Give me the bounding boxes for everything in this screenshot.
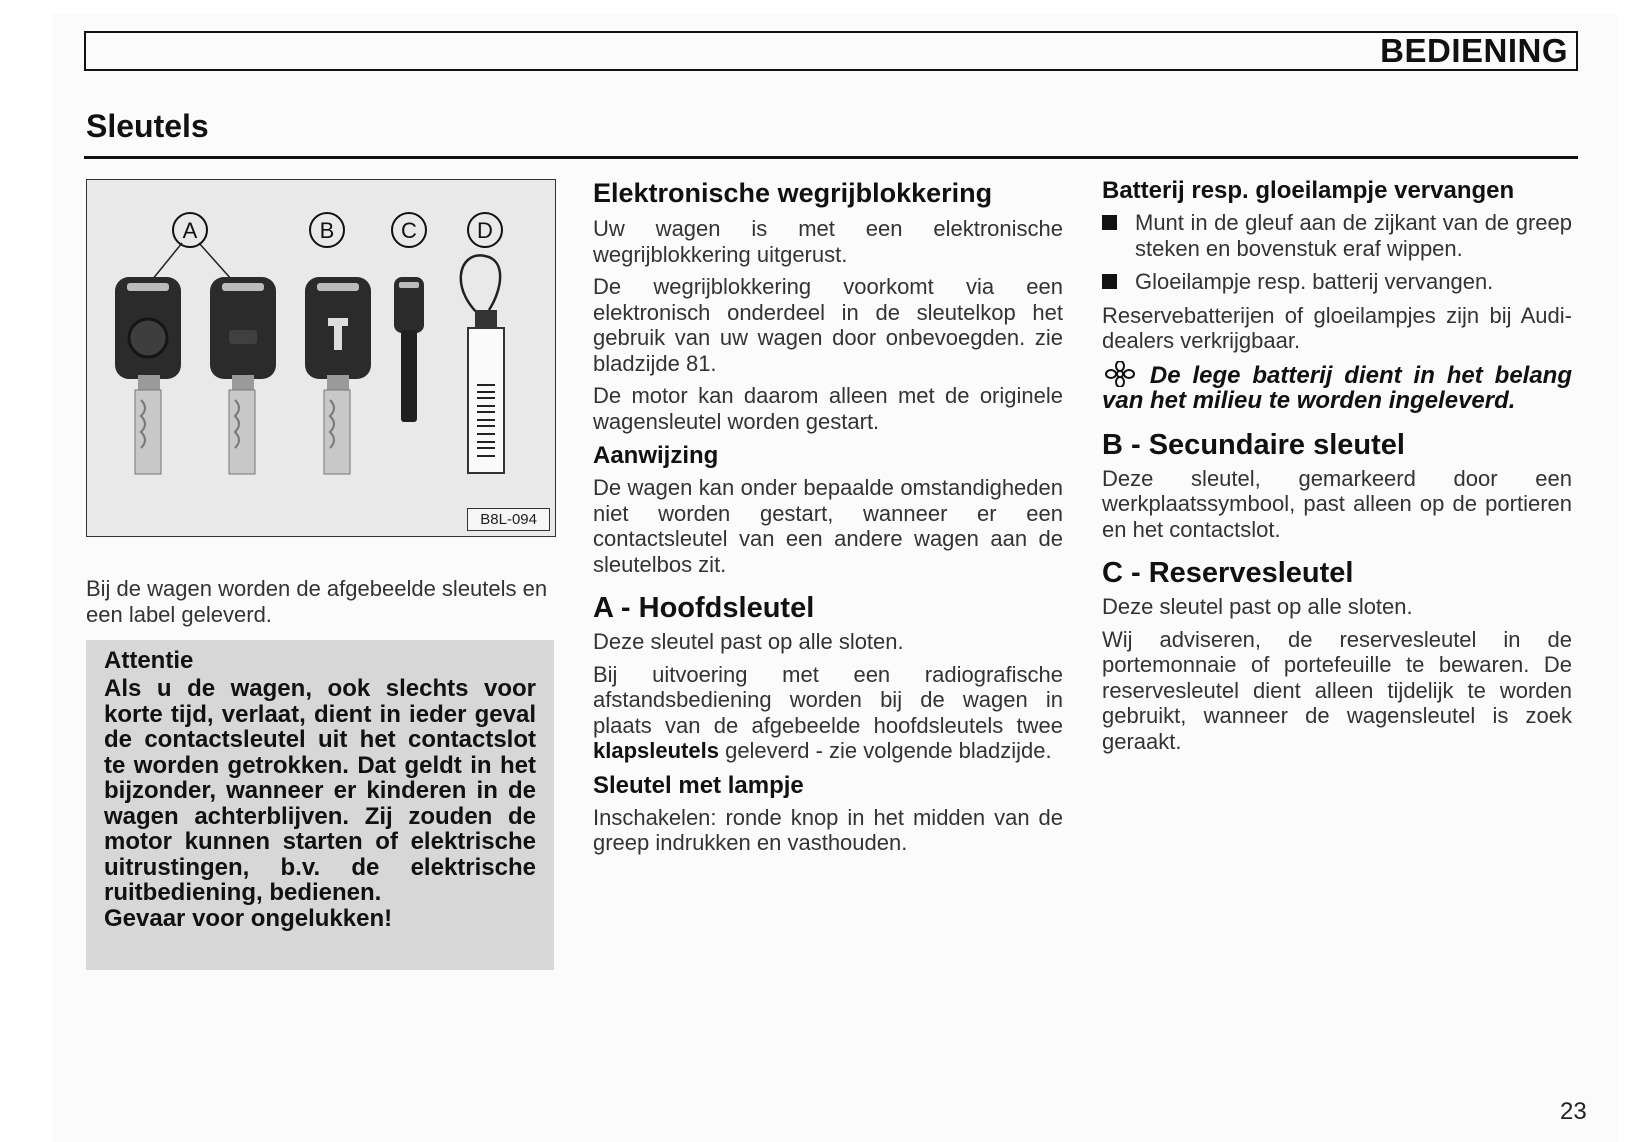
header-bar: [84, 31, 1578, 71]
key-b-secondary: [305, 277, 371, 474]
immobilizer-p2: De wegrijblokkering voorkomt via een elektronisch onderdeel in de sleutelkop het gebruik van uw wagen door onbevoegden. zie bladzijde 81.: [593, 274, 1063, 376]
immobilizer-heading: Elektronische wegrijblokkering: [593, 178, 993, 208]
folding-keys-term: klapsleutels: [593, 738, 719, 763]
label-c: C: [401, 218, 417, 243]
bullet-text-2: Gloeilampje resp. batterij vervangen.: [1135, 269, 1494, 294]
warning-title: Attentie: [104, 647, 194, 674]
main-key-heading: A - Hoofdsleutel: [593, 592, 815, 624]
note-text: De wagen kan onder bepaalde omstandigheden niet worden gestart, wanneer er een contactsleutel van een andere wagen aan de sleutelbos zit.: [593, 475, 1063, 577]
key-c-reserve: [394, 277, 424, 422]
bullet-item-1: [1102, 210, 1572, 261]
secondary-key-heading: B - Secundaire sleutel: [1102, 428, 1405, 461]
label-a-circle: [173, 213, 207, 247]
label-b: B: [319, 218, 335, 243]
label-b-circle: [310, 213, 344, 247]
spare-batteries-text: Reservebatterijen of gloeilampjes zijn bij Audi-dealers verkrijgbaar.: [1102, 302, 1572, 353]
label-c-circle: [392, 213, 426, 247]
intro-text: Bij de wagen worden de afgebeelde sleutels en een label geleverd.: [86, 576, 548, 627]
label-a: A: [182, 218, 198, 243]
lamp-key-text: Inschakelen: ronde knop in het midden van de greep indrukken en vasthouden.: [593, 804, 1063, 855]
immobilizer-p1: Uw wagen is met een elektronische wegrijblokkering uitgerust.: [593, 216, 1063, 267]
environment-note: [1102, 361, 1572, 414]
keys-figure: [86, 179, 556, 537]
warning-body: Als u de wagen, ook slechts voor korte tijd, verlaat, dient in ieder geval de contactsleutel uit het contactslot te worden getrokken. Dat geldt in het bijzonder, wanneer er kinderen in de wagen achterblijven. Zij zouden de motor kunnen starten of elektrische uitrustingen, b.v. de elektrische ruitbediening, bedienen.: [104, 675, 536, 906]
note-heading: Aanwijzing: [593, 442, 719, 469]
bullet-square-icon: [1102, 274, 1117, 289]
warning-end: Gevaar voor ongelukken!: [104, 904, 393, 932]
label-d: D: [477, 218, 493, 243]
section-title: Sleutels: [86, 108, 209, 144]
label-d-tag: [461, 255, 504, 473]
main-key-p2-start: Bij uitvoering met een radiografische afstandsbediening worden bij de wagen in plaats van de afgebeelde hoofdsleutels twee: [593, 661, 1063, 738]
reserve-key-p1: Deze sleutel past op alle sloten.: [1102, 594, 1413, 619]
middle-column: [593, 176, 1063, 863]
bullet-text-1: Munt in de gleuf aan de zijkant van de greep steken en bovenstuk eraf wippen.: [1135, 210, 1572, 261]
main-key-p2: [593, 662, 1063, 764]
bullet-item-2: [1102, 269, 1572, 295]
lamp-key-heading: Sleutel met lampje: [593, 771, 804, 799]
right-column: [1102, 176, 1572, 761]
environment-note-text: De lege batterij dient in het belang van het milieu te worden ingeleverd.: [1102, 361, 1572, 414]
secondary-key-text: Deze sleutel, gemarkeerd door een werkplaatssymbool, past alleen op de portieren en het contactslot.: [1102, 465, 1572, 542]
immobilizer-p3: De motor kan daarom alleen met de originele wagensleutel worden gestart.: [593, 383, 1063, 434]
environment-flower-icon: [1102, 361, 1138, 387]
main-key-p2-end: geleverd - zie volgende bladzijde.: [725, 738, 1052, 763]
label-d-circle: [468, 213, 502, 247]
keys-illustration: [87, 180, 555, 536]
reserve-key-p2: Wij adviseren, de reservesleutel in de portemonnaie of portefeuille te bewaren. De reservesleutel dient alleen tijdelijk te worden gebruikt, wanneer de wagensleutel is zoek geraakt.: [1102, 626, 1572, 754]
section-divider: [84, 156, 1578, 159]
battery-heading: Batterij resp. gloeilampje vervangen: [1102, 177, 1515, 204]
page-number: 23: [1560, 1098, 1587, 1125]
key-a-main-with-lamp: [115, 277, 181, 474]
warning-box: [86, 640, 554, 970]
header-title: BEDIENING: [1380, 32, 1568, 69]
main-key-p1: Deze sleutel past op alle sloten.: [593, 629, 904, 654]
key-a-main: [210, 277, 276, 474]
bullet-square-icon: [1102, 215, 1117, 230]
reserve-key-heading: C - Reservesleutel: [1102, 557, 1354, 589]
figure-code: B8L-094: [467, 508, 550, 531]
